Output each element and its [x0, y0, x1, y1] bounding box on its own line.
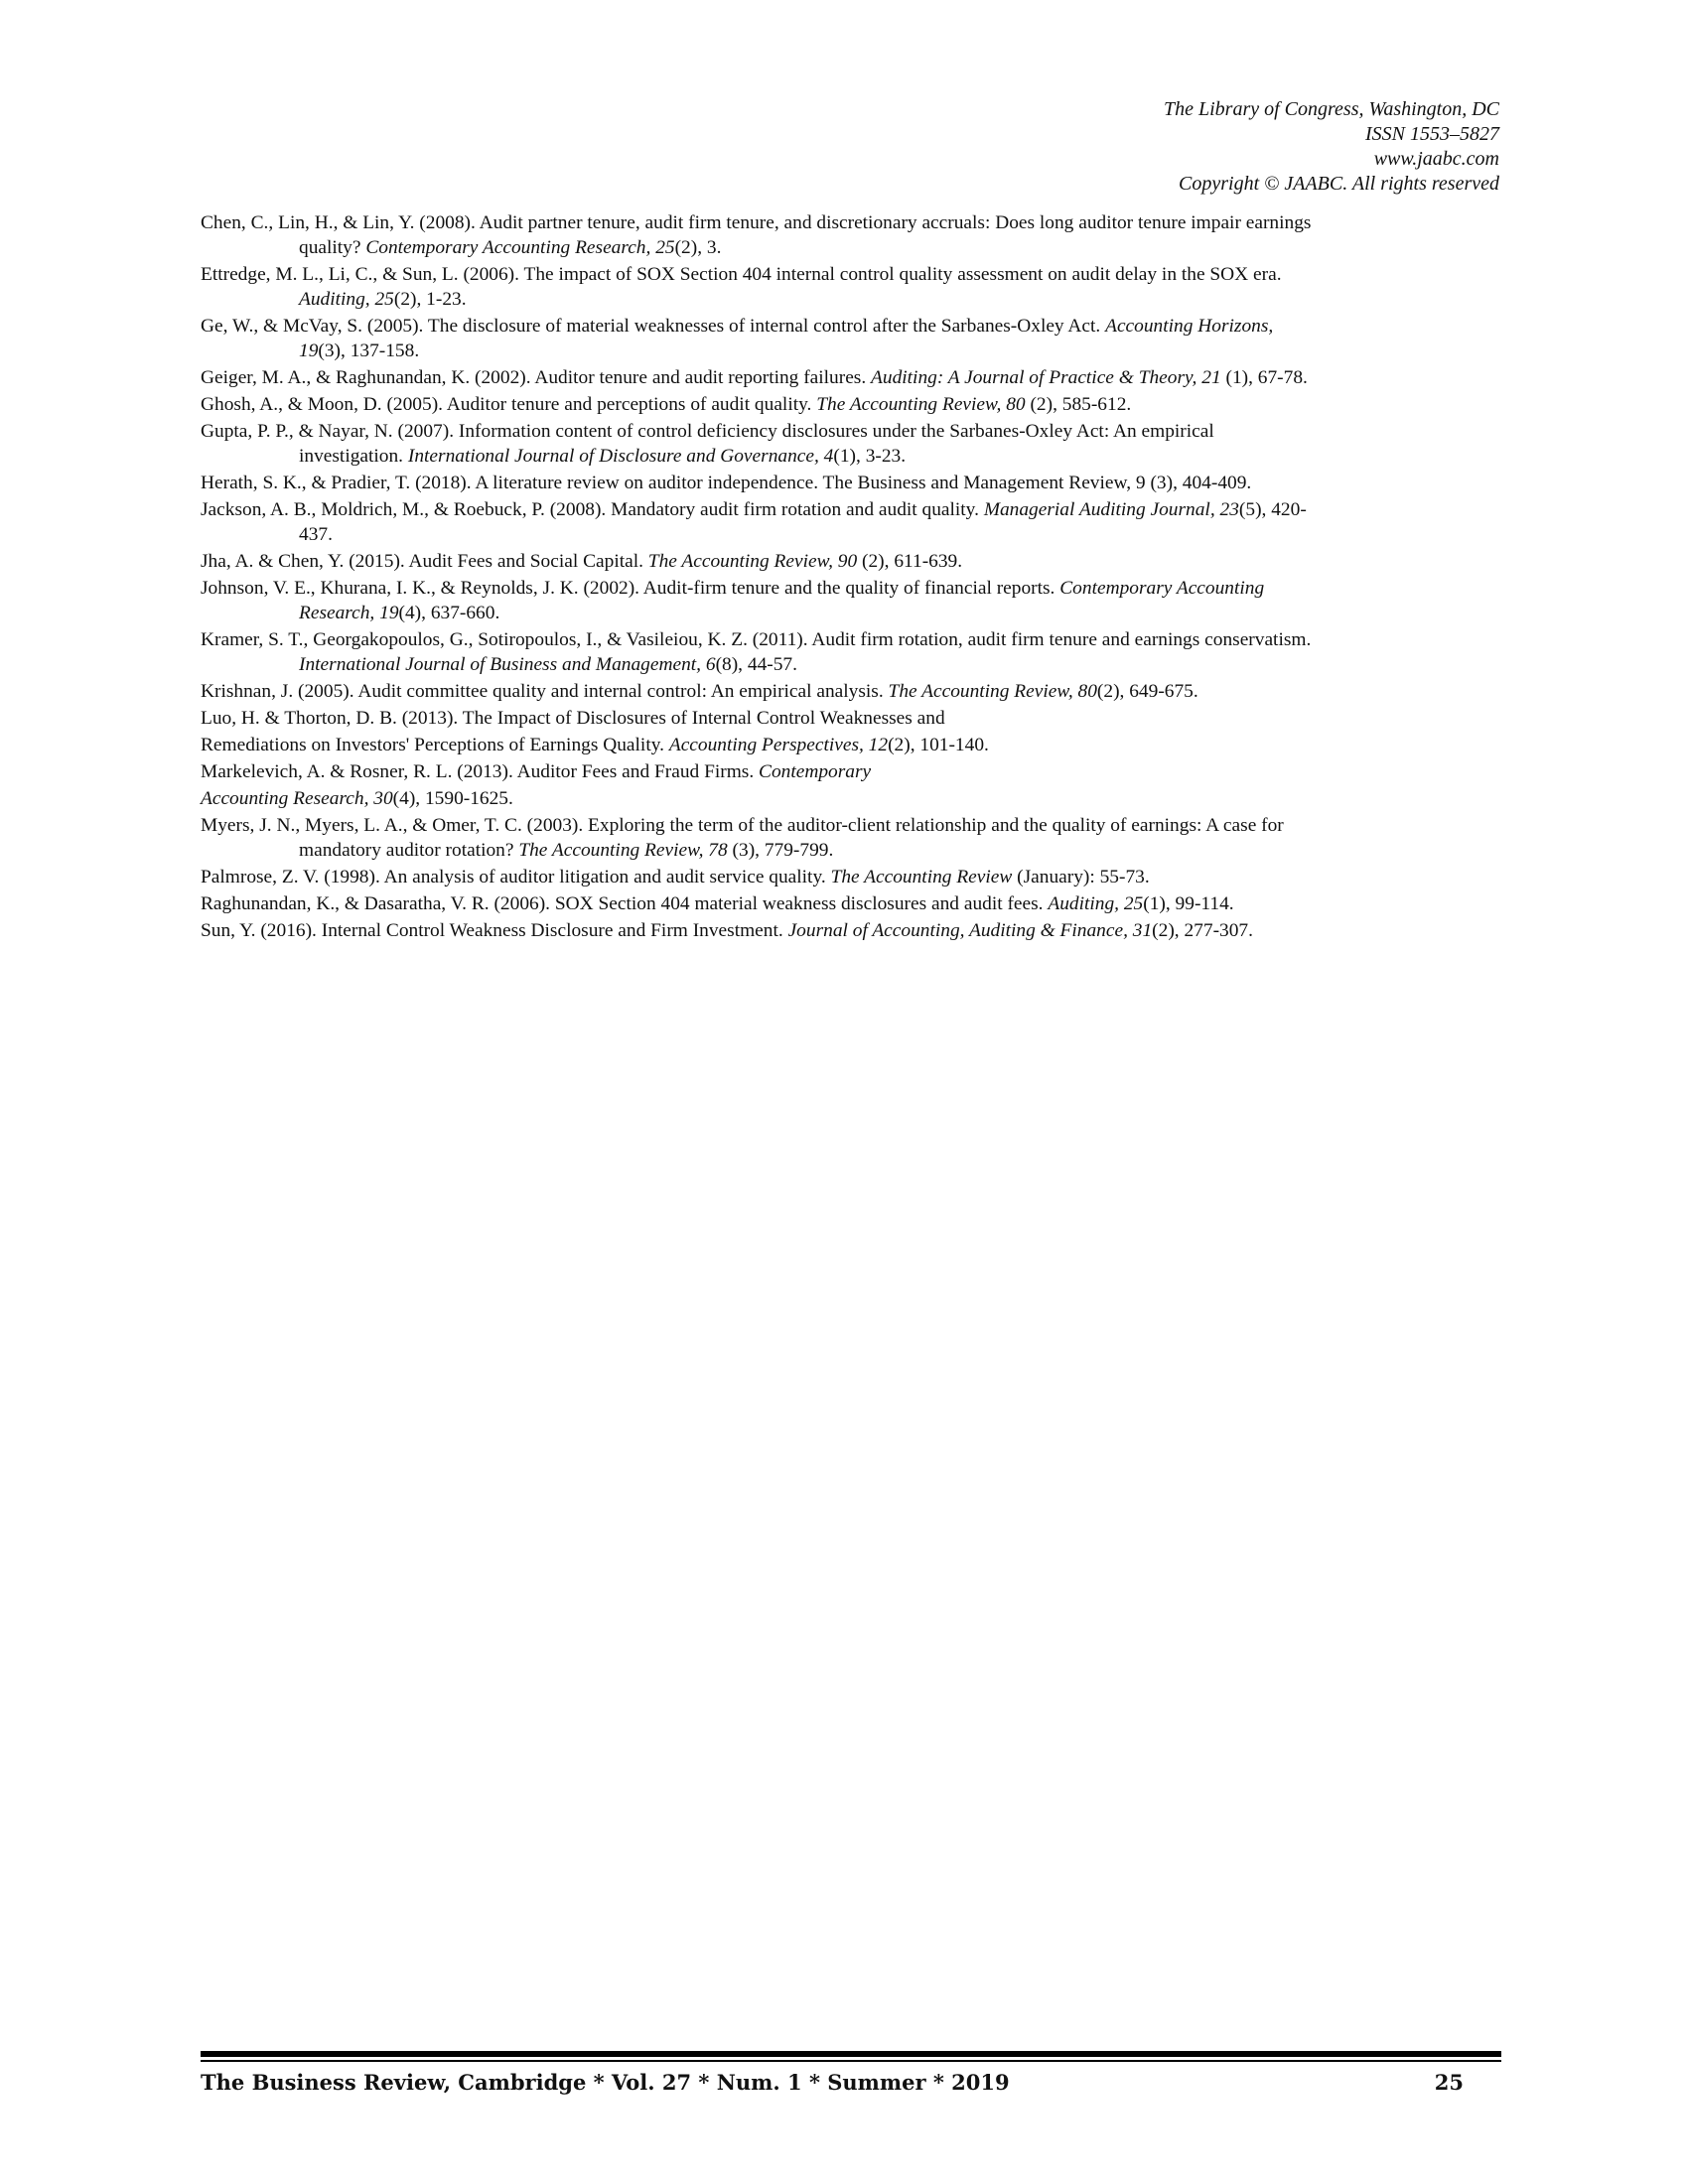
reference-text: (3), 137-158.: [318, 341, 420, 361]
reference-text: Gupta, P. P., & Nayar, N. (2007). Information content of control deficiency disclosures under the Sarbanes-Oxley Act: An empirical: [201, 421, 1214, 442]
reference-source-italic: Contemporary Accounting: [1059, 578, 1265, 599]
reference-line: [201, 444, 1491, 469]
reference-text: (1), 99-114.: [1143, 893, 1234, 914]
reference-text: Chen, C., Lin, H., & Lin, Y. (2008). Audit partner tenure, audit firm tenure, and discretionary accruals: Does long auditor tenure impair earnings: [201, 212, 1312, 233]
reference-text: (3), 779-799.: [727, 840, 834, 861]
reference-entry: [201, 813, 1491, 863]
reference-line: [201, 549, 1491, 574]
reference-entry: [201, 471, 1491, 495]
reference-source-italic: Managerial Auditing Journal, 23: [983, 499, 1239, 520]
reference-text: (2), 611-639.: [857, 551, 963, 572]
reference-entry: [201, 733, 1491, 757]
reference-source-italic: Auditing, 25: [299, 289, 394, 310]
reference-entry: [201, 497, 1491, 547]
reference-text: Palmrose, Z. V. (1998). An analysis of auditor litigation and audit service quality.: [201, 867, 831, 887]
reference-text: Herath, S. K., & Pradier, T. (2018). A literature review on auditor independence. The Business and Management Review, 9 (3), 404-409.: [201, 473, 1252, 493]
reference-line: [201, 601, 1491, 625]
footer-rule-thin: [201, 2060, 1501, 2062]
header-issn: ISSN 1553–5827: [1365, 123, 1499, 145]
reference-text: (2), 1-23.: [393, 289, 467, 310]
reference-source-italic: Research, 19: [299, 603, 399, 623]
reference-source-italic: The Accounting Review: [830, 867, 1013, 887]
header-publisher: The Library of Congress, Washington, DC: [1163, 98, 1499, 120]
reference-text: investigation.: [299, 446, 408, 467]
reference-source-italic: Accounting Research, 30: [201, 788, 393, 809]
reference-text: quality?: [299, 237, 366, 258]
reference-text: Markelevich, A. & Rosner, R. L. (2013). Auditor Fees and Fraud Firms.: [201, 761, 760, 782]
reference-line: [201, 210, 1491, 235]
reference-text: Luo, H. & Thorton, D. B. (2013). The Impact of Disclosures of Internal Control Weaknesses and: [201, 708, 945, 729]
reference-source-italic: The Accounting Review, 90: [647, 551, 858, 572]
reference-entry: [201, 706, 1491, 731]
reference-line: [201, 497, 1491, 522]
reference-line: [201, 339, 1491, 363]
reference-text: Krishnan, J. (2005). Audit committee quality and internal control: An empirical analysis.: [201, 681, 889, 702]
reference-text: (January): 55-73.: [1012, 867, 1150, 887]
header-copyright: Copyright © JAABC. All rights reserved: [1179, 173, 1499, 195]
footer-journal-info: The Business Review, Cambridge * Vol. 27 * Num. 1 * Summer * 2019: [201, 2070, 1010, 2095]
reference-text: Kramer, S. T., Georgakopoulos, G., Sotiropoulos, I., & Vasileiou, K. Z. (2011). Audit firm rotation, audit firm tenure and earnings conservatism.: [201, 629, 1312, 650]
reference-text: Jha, A. & Chen, Y. (2015). Audit Fees and Social Capital.: [201, 551, 648, 572]
reference-text: Johnson, V. E., Khurana, I. K., & Reynolds, J. K. (2002). Audit-firm tenure and the quality of financial reports.: [201, 578, 1060, 599]
reference-entry: [201, 891, 1491, 916]
reference-text: (2), 101-140.: [888, 735, 989, 755]
header-website: www.jaabc.com: [1373, 148, 1499, 170]
reference-line: [201, 733, 1491, 757]
reference-text: (4), 637-660.: [398, 603, 500, 623]
reference-line: [201, 679, 1491, 704]
reference-line: [201, 891, 1491, 916]
reference-source-italic: Contemporary: [759, 761, 872, 782]
reference-text: (2), 649-675.: [1096, 681, 1198, 702]
reference-text: (2), 585-612.: [1025, 394, 1132, 415]
running-header: [1164, 97, 1499, 197]
reference-line: [201, 627, 1491, 652]
reference-source-italic: International Journal of Disclosure and Governance, 4: [407, 446, 834, 467]
reference-text: Ettredge, M. L., Li, C., & Sun, L. (2006). The impact of SOX Section 404 internal control quality assessment on audit delay in the SOX era.: [201, 264, 1282, 285]
reference-line: [201, 262, 1491, 287]
reference-text: Raghunandan, K., & Dasaratha, V. R. (2006). SOX Section 404 material weakness disclosures and audit fees.: [201, 893, 1049, 914]
reference-source-italic: Auditing: A Journal of Practice & Theory, 21: [871, 367, 1221, 388]
reference-line: [201, 392, 1491, 417]
reference-text: Sun, Y. (2016). Internal Control Weakness Disclosure and Firm Investment.: [201, 920, 788, 941]
reference-source-italic: The Accounting Review, 78: [518, 840, 728, 861]
reference-entry: [201, 549, 1491, 574]
reference-source-italic: Auditing, 25: [1048, 893, 1144, 914]
reference-entry: [201, 786, 1491, 811]
reference-entry: [201, 759, 1491, 784]
reference-entry: [201, 918, 1491, 943]
reference-entry: [201, 365, 1491, 390]
reference-text: (2), 277-307.: [1152, 920, 1253, 941]
reference-line: [201, 314, 1491, 339]
reference-text: (2), 3.: [674, 237, 722, 258]
reference-source-italic: The Accounting Review, 80: [816, 394, 1026, 415]
reference-text: Ghosh, A., & Moon, D. (2005). Auditor tenure and perceptions of audit quality.: [201, 394, 817, 415]
reference-text: (1), 3-23.: [833, 446, 907, 467]
reference-line: [201, 786, 1491, 811]
reference-list: [201, 210, 1491, 945]
reference-line: [201, 522, 1491, 547]
reference-entry: [201, 262, 1491, 312]
reference-entry: [201, 419, 1491, 469]
reference-text: Geiger, M. A., & Raghunandan, K. (2002). Auditor tenure and audit reporting failures.: [201, 367, 872, 388]
reference-line: [201, 838, 1491, 863]
reference-text: mandatory auditor rotation?: [299, 840, 519, 861]
reference-text: (4), 1590-1625.: [392, 788, 513, 809]
reference-entry: [201, 627, 1491, 677]
reference-line: [201, 287, 1491, 312]
reference-source-italic: Contemporary Accounting Research, 25: [365, 237, 675, 258]
reference-text: Remediations on Investors' Perceptions of Earnings Quality.: [201, 735, 669, 755]
reference-source-italic: International Journal of Business and Management, 6: [299, 654, 716, 675]
reference-line: [201, 419, 1491, 444]
reference-line: [201, 576, 1491, 601]
reference-entry: [201, 679, 1491, 704]
reference-source-italic: Accounting Horizons,: [1105, 316, 1274, 337]
reference-source-italic: The Accounting Review, 80: [888, 681, 1097, 702]
reference-text: (8), 44-57.: [715, 654, 797, 675]
reference-line: [201, 652, 1491, 677]
reference-line: [201, 759, 1491, 784]
reference-text: Jackson, A. B., Moldrich, M., & Roebuck, P. (2008). Mandatory audit firm rotation and audit quality.: [201, 499, 984, 520]
reference-line: [201, 865, 1491, 889]
reference-entry: [201, 576, 1491, 625]
reference-line: [201, 918, 1491, 943]
reference-text: 437.: [299, 524, 333, 545]
reference-line: [201, 813, 1491, 838]
reference-entry: [201, 314, 1491, 363]
reference-text: (5), 420-: [1238, 499, 1307, 520]
reference-entry: [201, 210, 1491, 260]
reference-source-italic: Journal of Accounting, Auditing & Finance, 31: [787, 920, 1153, 941]
reference-text: (1), 67-78.: [1220, 367, 1308, 388]
reference-text: Ge, W., & McVay, S. (2005). The disclosure of material weaknesses of internal control after the Sarbanes-Oxley Act.: [201, 316, 1106, 337]
reference-entry: [201, 865, 1491, 889]
page-number: 25: [1434, 2070, 1464, 2095]
reference-source-italic: Accounting Perspectives, 12: [668, 735, 889, 755]
reference-line: [201, 706, 1491, 731]
reference-source-italic: 19: [299, 341, 319, 361]
reference-line: [201, 471, 1491, 495]
reference-line: [201, 365, 1491, 390]
reference-entry: [201, 392, 1491, 417]
reference-text: Myers, J. N., Myers, L. A., & Omer, T. C. (2003). Exploring the term of the auditor-client relationship and the quality of earnings: A case for: [201, 815, 1284, 836]
footer-rule-thick: [201, 2051, 1501, 2057]
reference-line: [201, 235, 1491, 260]
